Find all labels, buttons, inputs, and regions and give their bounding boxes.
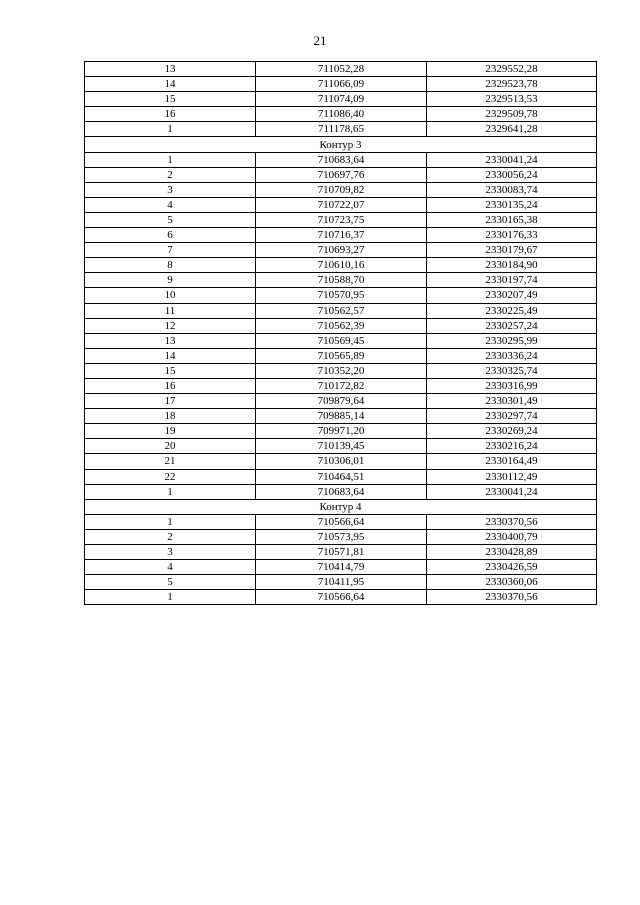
coord-x: 710569,45 <box>256 333 427 348</box>
table-row <box>85 545 597 560</box>
table-row <box>85 167 597 182</box>
coord-y: 2330269,24 <box>427 424 597 439</box>
coord-y: 2330176,33 <box>427 228 597 243</box>
point-number: 21 <box>85 454 256 469</box>
table-row <box>85 409 597 424</box>
point-number: 22 <box>85 469 256 484</box>
point-number: 13 <box>85 62 256 77</box>
table-row <box>85 303 597 318</box>
coord-x: 710697,76 <box>256 167 427 182</box>
coord-x: 711178,65 <box>256 122 427 137</box>
point-number: 14 <box>85 348 256 363</box>
coord-y: 2330056,24 <box>427 167 597 182</box>
coord-y: 2329513,53 <box>427 92 597 107</box>
coord-x: 710464,51 <box>256 469 427 484</box>
table-row <box>85 288 597 303</box>
coord-y: 2330184,90 <box>427 258 597 273</box>
coord-x: 710562,39 <box>256 318 427 333</box>
point-number: 10 <box>85 288 256 303</box>
coord-y: 2330301,49 <box>427 394 597 409</box>
table-row <box>85 469 597 484</box>
coord-y: 2330400,79 <box>427 529 597 544</box>
table-row <box>85 424 597 439</box>
table-row <box>85 348 597 363</box>
coord-x: 711074,09 <box>256 92 427 107</box>
point-number: 5 <box>85 212 256 227</box>
table-row <box>85 333 597 348</box>
table-row <box>85 560 597 575</box>
table-row <box>85 529 597 544</box>
point-number: 1 <box>85 152 256 167</box>
table-row <box>85 77 597 92</box>
coord-x: 710139,45 <box>256 439 427 454</box>
point-number: 13 <box>85 333 256 348</box>
point-number: 2 <box>85 167 256 182</box>
table-row <box>85 107 597 122</box>
coordinates-table-body <box>85 62 597 605</box>
coord-y: 2329509,78 <box>427 107 597 122</box>
point-number: 19 <box>85 424 256 439</box>
coord-x: 710414,79 <box>256 560 427 575</box>
coord-x: 710693,27 <box>256 243 427 258</box>
point-number: 14 <box>85 77 256 92</box>
coord-x: 710588,70 <box>256 273 427 288</box>
point-number: 16 <box>85 107 256 122</box>
coord-x: 711052,28 <box>256 62 427 77</box>
coord-y: 2330165,38 <box>427 212 597 227</box>
point-number: 8 <box>85 258 256 273</box>
table-row <box>85 318 597 333</box>
coord-x: 710172,82 <box>256 378 427 393</box>
table-row <box>85 182 597 197</box>
coord-x: 709885,14 <box>256 409 427 424</box>
point-number: 18 <box>85 409 256 424</box>
coord-y: 2330041,24 <box>427 152 597 167</box>
point-number: 2 <box>85 529 256 544</box>
coord-y: 2330216,24 <box>427 439 597 454</box>
point-number: 20 <box>85 439 256 454</box>
section-title: Контур 3 <box>85 137 597 152</box>
point-number: 1 <box>85 122 256 137</box>
coord-y: 2330426,59 <box>427 560 597 575</box>
point-number: 7 <box>85 243 256 258</box>
coord-x: 709879,64 <box>256 394 427 409</box>
table-row <box>85 228 597 243</box>
coord-x: 709971,20 <box>256 424 427 439</box>
coord-x: 710683,64 <box>256 484 427 499</box>
point-number: 15 <box>85 92 256 107</box>
point-number: 12 <box>85 318 256 333</box>
coord-y: 2330164,49 <box>427 454 597 469</box>
table-row <box>85 212 597 227</box>
coord-x: 711066,09 <box>256 77 427 92</box>
table-row <box>85 394 597 409</box>
coord-x: 710352,20 <box>256 363 427 378</box>
page-number: 21 <box>313 33 327 48</box>
table-row <box>85 378 597 393</box>
coord-y: 2330428,89 <box>427 545 597 560</box>
coord-x: 710570,95 <box>256 288 427 303</box>
coord-x: 710610,16 <box>256 258 427 273</box>
table-row <box>85 590 597 605</box>
coord-y: 2330336,24 <box>427 348 597 363</box>
coord-y: 2330225,49 <box>427 303 597 318</box>
table-row <box>85 92 597 107</box>
point-number: 3 <box>85 545 256 560</box>
coord-y: 2330370,56 <box>427 514 597 529</box>
point-number: 9 <box>85 273 256 288</box>
coord-x: 710411,95 <box>256 575 427 590</box>
table-row <box>85 575 597 590</box>
section-header-row <box>85 499 597 514</box>
point-number: 17 <box>85 394 256 409</box>
coord-y: 2330112,49 <box>427 469 597 484</box>
coord-y: 2330197,74 <box>427 273 597 288</box>
table-row <box>85 243 597 258</box>
coord-x: 710571,81 <box>256 545 427 560</box>
table-row <box>85 62 597 77</box>
table-row <box>85 197 597 212</box>
point-number: 1 <box>85 514 256 529</box>
coord-y: 2330370,56 <box>427 590 597 605</box>
coord-y: 2330257,24 <box>427 318 597 333</box>
table-row <box>85 439 597 454</box>
coord-x: 710716,37 <box>256 228 427 243</box>
section-header-row <box>85 137 597 152</box>
coordinates-table <box>84 61 597 605</box>
table-row <box>85 152 597 167</box>
coord-y: 2329641,28 <box>427 122 597 137</box>
point-number: 15 <box>85 363 256 378</box>
point-number: 1 <box>85 590 256 605</box>
point-number: 16 <box>85 378 256 393</box>
table-row <box>85 258 597 273</box>
table-row <box>85 484 597 499</box>
coord-y: 2330297,74 <box>427 409 597 424</box>
coord-y: 2330135,24 <box>427 197 597 212</box>
coord-y: 2330083,74 <box>427 182 597 197</box>
point-number: 4 <box>85 560 256 575</box>
point-number: 6 <box>85 228 256 243</box>
table-row <box>85 363 597 378</box>
coord-y: 2330295,99 <box>427 333 597 348</box>
coord-y: 2330041,24 <box>427 484 597 499</box>
table-row <box>85 454 597 469</box>
coord-y: 2329552,28 <box>427 62 597 77</box>
coord-x: 710566,64 <box>256 590 427 605</box>
coord-y: 2330179,67 <box>427 243 597 258</box>
coord-y: 2330325,74 <box>427 363 597 378</box>
coord-y: 2330207,49 <box>427 288 597 303</box>
table-row <box>85 122 597 137</box>
coord-x: 710573,95 <box>256 529 427 544</box>
coord-y: 2330360,06 <box>427 575 597 590</box>
coord-x: 710306,01 <box>256 454 427 469</box>
coord-x: 711086,40 <box>256 107 427 122</box>
coord-y: 2330316,99 <box>427 378 597 393</box>
coord-x: 710562,57 <box>256 303 427 318</box>
coord-x: 710722,07 <box>256 197 427 212</box>
coord-x: 710683,64 <box>256 152 427 167</box>
point-number: 5 <box>85 575 256 590</box>
coord-x: 710709,82 <box>256 182 427 197</box>
coord-y: 2329523,78 <box>427 77 597 92</box>
coord-x: 710723,75 <box>256 212 427 227</box>
section-title: Контур 4 <box>85 499 597 514</box>
point-number: 4 <box>85 197 256 212</box>
table-row <box>85 514 597 529</box>
point-number: 11 <box>85 303 256 318</box>
table-row <box>85 273 597 288</box>
coord-x: 710565,89 <box>256 348 427 363</box>
point-number: 3 <box>85 182 256 197</box>
point-number: 1 <box>85 484 256 499</box>
coord-x: 710566,64 <box>256 514 427 529</box>
